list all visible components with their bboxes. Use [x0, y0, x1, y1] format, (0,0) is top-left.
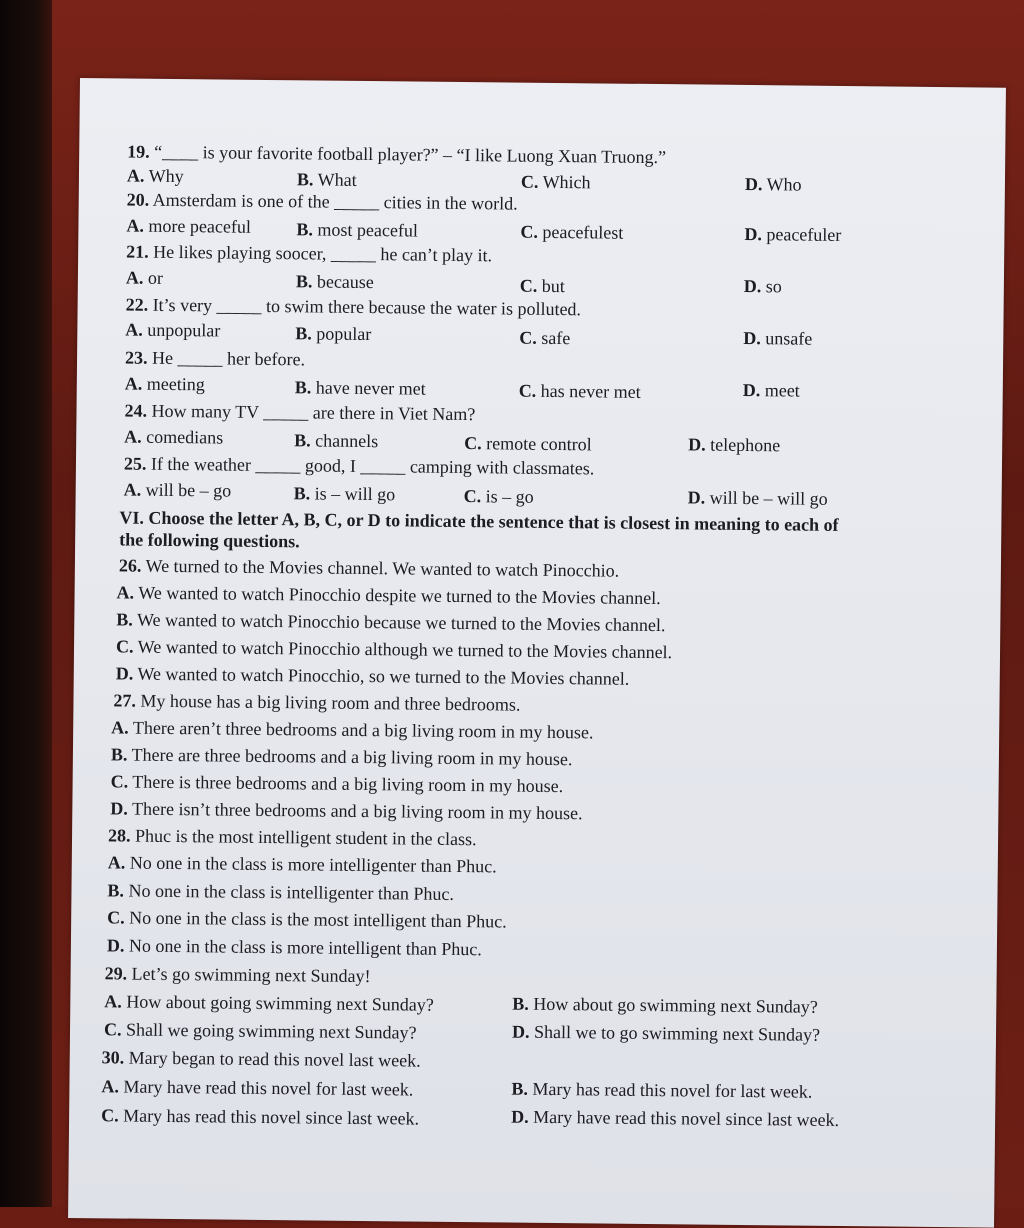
question-30-option-c: C. Mary has read this novel since last week.: [101, 1105, 420, 1129]
question-26-stem: 26. We turned to the Movies channel. We wanted to watch Pinocchio.: [118, 555, 620, 581]
question-19-stem: 19. “____ is your favorite football player?” – “I like Luong Xuan Truong.”: [127, 141, 667, 168]
question-25-option-a: A. will be – go: [123, 479, 232, 501]
question-22-stem: 22. It’s very _____ to swim there because the water is polluted.: [125, 294, 582, 320]
question-26-option-a: A. We wanted to watch Pinocchio despite we turned to the Movies channel.: [116, 582, 661, 609]
question-22-option-a: A. unpopular: [125, 319, 221, 341]
question-24-option-b: B. channels: [294, 430, 379, 452]
question-26-option-b: B. We wanted to watch Pinocchio because we turned to the Movies channel.: [116, 609, 666, 636]
question-27-stem: 27. My house has a big living room and three bedrooms.: [113, 690, 521, 715]
section-vi-heading-cont: the following questions.: [119, 529, 300, 552]
question-22-option-c: C. safe: [519, 327, 571, 349]
question-25-option-b: B. is – will go: [293, 483, 396, 505]
question-29-option-b: B. How about go swimming next Sunday?: [512, 993, 818, 1017]
question-30-option-d: D. Mary have read this novel since last week.: [511, 1106, 840, 1131]
question-25-stem: 25. If the weather _____ good, I _____ camping with classmates.: [123, 453, 595, 479]
question-19-option-b: B. What: [296, 169, 357, 190]
question-24-option-a: A. comedians: [124, 426, 224, 448]
question-23-option-b: B. have never met: [294, 377, 426, 399]
question-22-option-b: B. popular: [295, 323, 372, 345]
question-29-stem: 29. Let’s go swimming next Sunday!: [104, 963, 371, 987]
question-27-option-c: C. There is three bedrooms and a big living room in my house.: [110, 771, 564, 797]
question-21-option-a: A. or: [125, 267, 164, 288]
question-23-option-d: D. meet: [742, 379, 800, 401]
question-30-stem: 30. Mary began to read this novel last week.: [101, 1047, 421, 1071]
question-28-option-d: D. No one in the class is more intelligent than Phuc.: [106, 935, 482, 960]
question-19-option-d: D. Who: [744, 173, 802, 195]
question-19-option-a: A. Why: [126, 165, 184, 187]
question-29-option-c: C. Shall we going swimming next Sunday?: [103, 1019, 417, 1043]
question-24-option-c: C. remote control: [464, 433, 592, 455]
question-28-stem: 28. Phuc is the most intelligent student in the class.: [107, 825, 477, 850]
question-20-option-c: C. peacefulest: [520, 221, 624, 243]
question-26-option-d: D. We wanted to watch Pinocchio, so we turned to the Movies channel.: [115, 663, 630, 689]
question-21-stem: 21. He likes playing soocer, _____ he can’t play it.: [126, 241, 493, 266]
question-27-option-a: A. There aren’t three bedrooms and a big living room in my house.: [111, 717, 594, 743]
question-30-option-a: A. Mary have read this novel for last week.: [101, 1076, 414, 1100]
question-25-option-d: D. will be – will go: [687, 487, 828, 509]
question-21-option-b: B. because: [295, 271, 374, 293]
question-20-option-b: B. most peaceful: [296, 219, 419, 241]
question-27-option-d: D. There isn’t three bedrooms and a big living room in my house.: [110, 798, 583, 824]
question-21-option-c: C. but: [519, 275, 565, 297]
question-23-option-a: A. meeting: [124, 373, 205, 395]
question-27-option-b: B. There are three bedrooms and a big living room in my house.: [110, 744, 573, 770]
question-24-option-d: D. telephone: [688, 434, 781, 456]
question-24-stem: 24. How many TV _____ are there in Viet Nam?: [124, 400, 476, 425]
exam-paper: [68, 78, 1006, 1228]
question-22-option-d: D. unsafe: [743, 327, 813, 349]
question-19-option-c: C. Which: [520, 171, 591, 193]
question-25-option-c: C. is – go: [463, 486, 534, 507]
question-26-option-c: C. We wanted to watch Pinocchio although we turned to the Movies channel.: [115, 636, 673, 663]
question-20-option-a: A. more peaceful: [126, 215, 251, 237]
question-28-option-c: C. No one in the class is the most intelligent than Phuc.: [107, 907, 507, 932]
question-23-stem: 23. He _____ her before.: [124, 347, 306, 370]
question-20-stem: 20. Amsterdam is one of the _____ cities in the world.: [126, 189, 518, 214]
question-20-option-d: D. peacefuler: [744, 223, 842, 245]
photo-dark-edge: [0, 0, 52, 1207]
question-29-option-d: D. Shall we to go swimming next Sunday?: [511, 1021, 821, 1045]
question-28-option-b: B. No one in the class is intelligenter than Phuc.: [107, 880, 455, 904]
question-21-option-d: D. so: [743, 275, 782, 297]
question-28-option-a: A. No one in the class is more intelligenter than Phuc.: [107, 852, 497, 877]
question-30-option-b: B. Mary has read this novel for last week.: [511, 1078, 813, 1102]
question-29-option-a: A. How about going swimming next Sunday?: [104, 991, 434, 1015]
question-23-option-c: C. has never met: [518, 380, 641, 402]
section-vi-heading: VI. Choose the letter A, B, C, or D to indicate the sentence that is closest in meaning to each of: [119, 507, 839, 535]
